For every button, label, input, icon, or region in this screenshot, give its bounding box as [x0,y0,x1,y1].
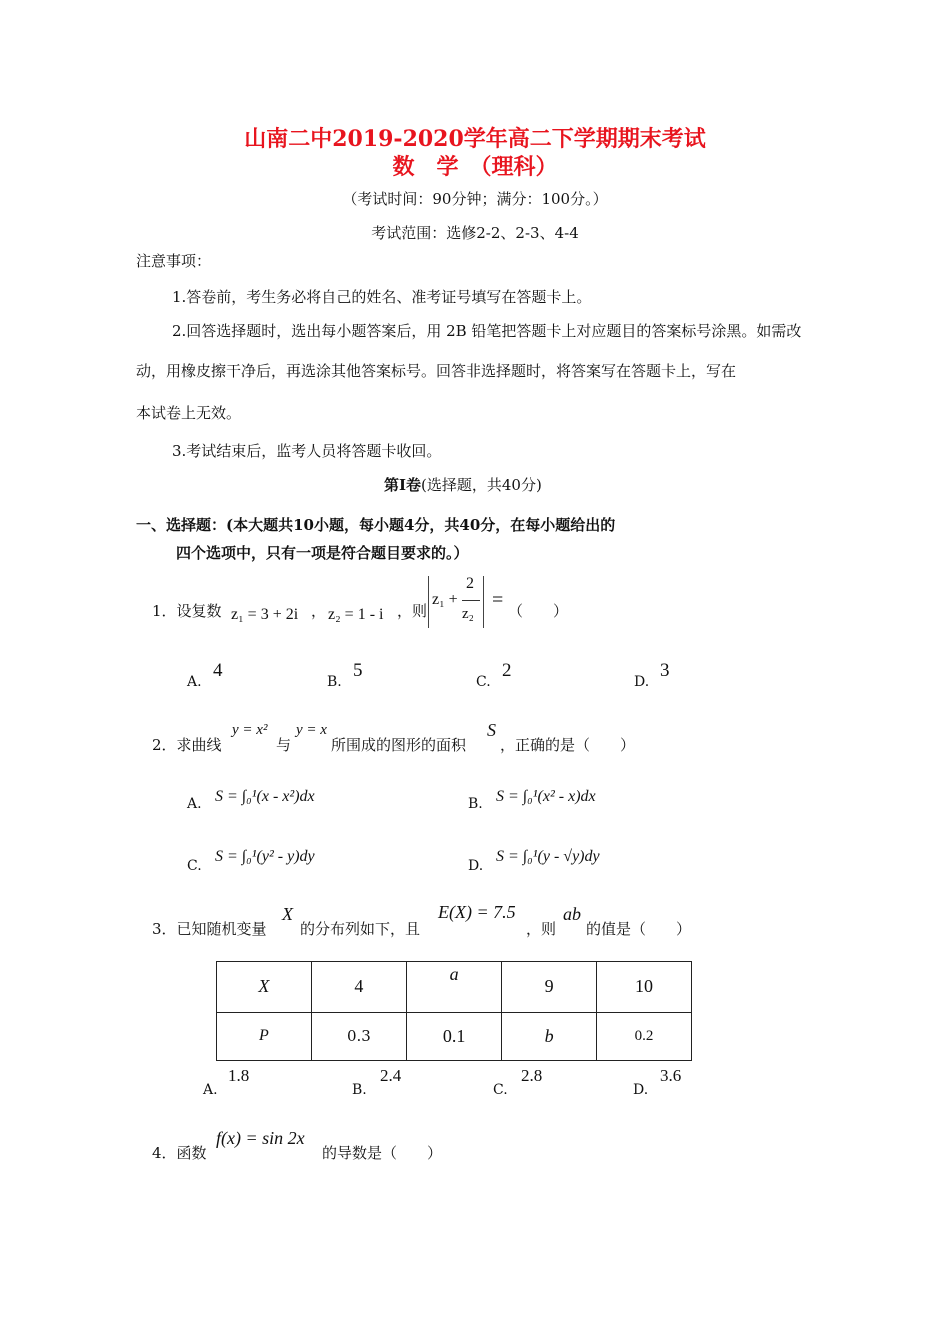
q1-abs-right-bar [483,576,484,628]
notes-heading: 注意事项： [136,252,212,270]
q2-curve-2: y = x [296,722,327,738]
q3-ab: ab [563,904,581,924]
q1-option-d-value: 3 [660,660,670,681]
q2-option-d-value: S = ∫₀¹(y - √y)dy [496,848,600,865]
table-cell: a [407,962,502,1013]
exam-title: 山南二中2019-2020学年高二下学期期末考试 [244,126,706,152]
q2-option-a-letter: A. [187,796,202,812]
table-cell: 4 [311,962,406,1013]
table-row [217,1012,692,1061]
q3-option-d-letter: D. [633,1082,649,1098]
q1-z1: z₁ = 3 + 2i [231,606,299,623]
notes-item-2-line-3: 本试卷上无效。 [136,404,242,422]
q1-option-a-letter: A. [187,674,202,690]
q4-function: f(x) = sin 2x [216,1128,305,1148]
table-cell: 10 [596,962,691,1013]
q2-option-c-letter: C. [187,858,202,874]
table-cell: 0.3 [311,1012,406,1061]
volume-title [384,474,542,495]
q2-option-b-value: S = ∫₀¹(x² - x)dx [496,788,596,805]
q3-middle: 的分布列如下，且 [300,920,421,938]
q3-then: ，则 [526,920,557,938]
q1-equals: = [492,589,504,611]
q1-z2: z₂ = 1 - i [328,606,384,623]
q1-frac-line [462,600,480,601]
volume-title-bold: 第Ⅰ卷 [384,476,422,494]
q1-frac-den: z₂ [462,606,474,622]
q2-suffix: ，正确的是（ ） [500,736,636,754]
q2-option-d-letter: D. [468,858,484,874]
table-cell: X [217,962,312,1013]
part-heading-line-1: 一、选择题：(本大题共10小题，每小题4分，共40分，在每小题给出的 [136,516,616,534]
q1-option-b-value: 5 [353,660,363,681]
q2-prefix: 2．求曲线 [152,736,222,754]
table-cell: P [217,1012,312,1061]
q3-x: X [282,904,293,924]
q3-prefix: 3．已知随机变量 [152,920,267,938]
q3-expectation: E(X) = 7.5 [438,902,516,922]
exam-subtitle: 数 学 （理科） [392,154,558,180]
table-cell: 0.1 [407,1012,502,1061]
q1-expr-z: z₁ + [432,591,458,608]
q1-paren: （ ） [508,602,569,620]
q1-option-a-value: 4 [213,660,223,681]
notes-item-2-line-1: 2.回答选择题时，选出每小题答案后，用 2B 铅笔把答题卡上对应题目的答案标号涂黑。如需改 [172,322,802,340]
table-cell: 9 [502,962,597,1013]
q3-distribution-table [216,961,692,1061]
q3-option-b-letter: B. [352,1082,367,1098]
q2-option-c-value: S = ∫₀¹(y² - y)dy [215,848,315,865]
q3-option-d-value: 3.6 [660,1066,682,1085]
notes-item-1: 1.答卷前，考生务必将自己的姓名、准考证号填写在答题卡上。 [172,288,592,306]
q1-option-b-letter: B. [327,674,342,690]
q2-s: S [487,720,496,740]
q2-and: 与 [276,736,292,754]
exam-scope: 考试范围：选修2-2、2-3、4-4 [371,224,579,242]
table-row [217,962,692,1013]
q2-option-a-value: S = ∫₀¹(x - x²)dx [215,788,315,805]
q3-option-a-value: 1.8 [228,1066,250,1085]
q3-suffix: 的值是（ ） [586,920,692,938]
table-cell: b [502,1012,597,1061]
table-cell: 0.2 [596,1012,691,1061]
q1-option-d-letter: D. [634,674,650,690]
q2-option-b-letter: B. [468,796,483,812]
q3-option-c-value: 2.8 [521,1066,543,1085]
q4-prefix: 4．函数 [152,1144,207,1162]
q1-abs-left-bar [428,576,429,628]
q1-option-c-value: 2 [502,660,512,681]
q2-curve-1: y = x² [232,722,268,738]
notes-item-2-line-2: 动，用橡皮擦干净后，再选涂其他答案标号。回答非选择题时，将答案写在答题卡上，写在 [136,362,737,380]
notes-item-3: 3.考试结束后，监考人员将答题卡收回。 [172,442,442,460]
q3-option-a-letter: A. [203,1082,218,1098]
q1-comma: ， [311,602,327,620]
exam-time: （考试时间：90分钟；满分：100分。） [342,190,608,208]
part-heading-line-2: 四个选项中，只有一项是符合题目要求的。） [176,544,469,562]
q3-option-b-value: 2.4 [380,1066,402,1085]
q4-suffix: 的导数是（ ） [322,1144,443,1162]
q1-then: ，则 [397,602,428,620]
q1-frac-num: 2 [466,575,474,592]
q1-option-c-letter: C. [476,674,491,690]
q1-prefix: 1．设复数 [152,602,222,620]
q3-option-c-letter: C. [493,1082,508,1098]
volume-title-rest: (选择题，共40分) [421,476,542,494]
q2-middle: 所围成的图形的面积 [331,736,467,754]
